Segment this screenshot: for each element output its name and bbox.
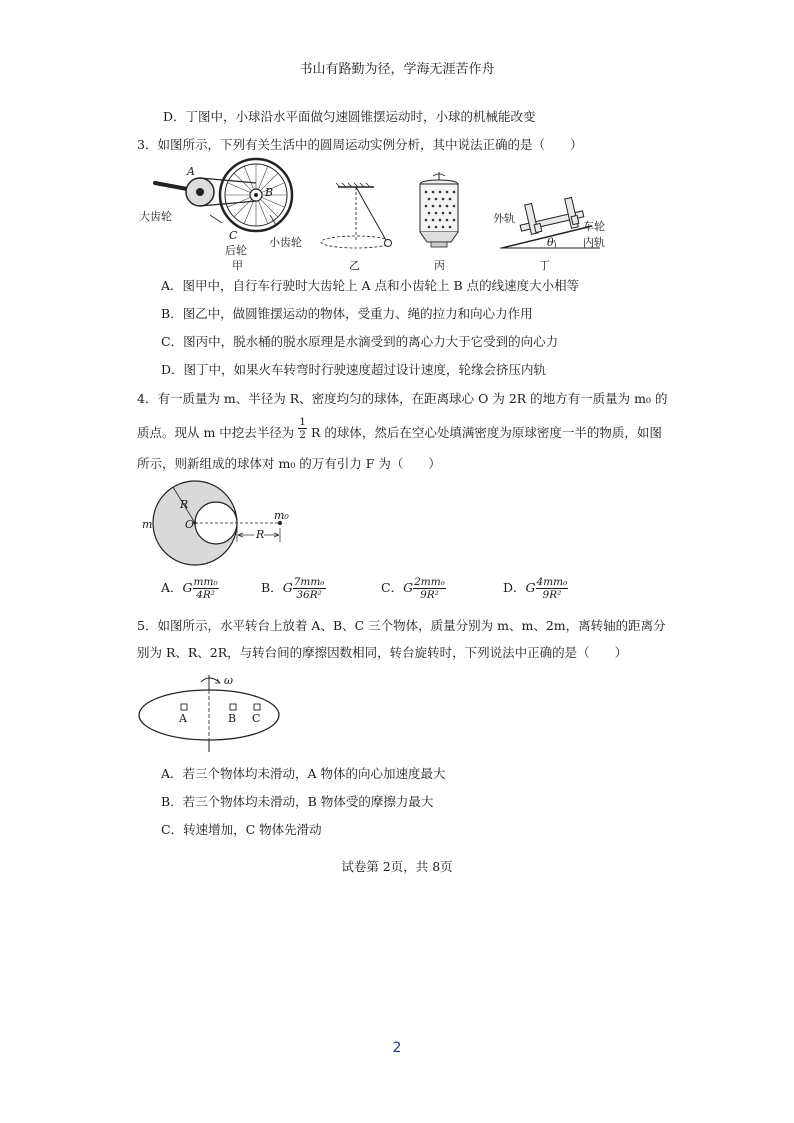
q3-option-c: C．图丙中，脱水桶的脱水原理是水滴受到的离心力大于它受到的向心力	[161, 334, 559, 349]
fig-label-block-a: A	[179, 712, 187, 725]
q5-option-a: A．若三个物体均未滑动，A 物体的向心加速度最大	[161, 766, 446, 781]
q4-option-a: A．G $\frac{\text{mm₀}}{\text{4R²}}$	[161, 576, 218, 601]
fig-label-inner-rail: 内轨	[583, 236, 605, 249]
q4-option-b: B．G $\frac{\text{7mm₀}}{\text{36R²}}$	[261, 576, 325, 601]
fig-label-m: m	[142, 518, 153, 531]
q3-stem: 3．如图所示，下列有关生活中的圆周运动实例分析，其中说法正确的是（ ）	[137, 137, 583, 152]
fig-label-o: O	[185, 518, 195, 531]
fig-label-ding: 丁	[539, 259, 550, 272]
q4-option-d: D．G $\frac{\text{4mm₀}}{\text{9R²}}$	[503, 576, 568, 601]
fig-label-rear-wheel: 后轮	[225, 244, 247, 257]
fig-label-wheel: 车轮	[583, 220, 605, 233]
q3-option-d: D．图丁中，如果火车转弯时行驶速度超过设计速度，轮缘会挤压内轨	[161, 362, 547, 377]
fig-label-r2: R	[256, 528, 265, 541]
turntable-figure	[137, 670, 287, 755]
hollowed-sphere-figure	[150, 478, 290, 570]
fig-label-c: C	[229, 229, 238, 242]
fig-label-b: B	[265, 186, 274, 199]
fig-label-theta: θ	[547, 236, 554, 249]
q4-line2-start: 质点。现从 m 中挖去半径为	[137, 425, 295, 440]
fig-label-yi: 乙	[349, 259, 360, 272]
q3-option-b: B．图乙中，做圆锥摆运动的物体，受重力、绳的拉力和向心力作用	[161, 306, 533, 321]
q4-option-c: C．G $\frac{\text{2mm₀}}{\text{9R²}}$	[381, 576, 445, 601]
fraction-one-half: $\frac{1}{2}$	[299, 416, 306, 441]
q4-line2-end: R 的球体，然后在空心处填满密度为原球密度一半的物质，如图	[310, 425, 662, 440]
q4-line3: 所示，则新组成的球体对 m₀ 的万有引力 F 为（ ）	[137, 456, 441, 471]
fig-label-block-b: B	[228, 712, 237, 725]
fig-label-a: A	[187, 165, 195, 178]
fig-label-jia: 甲	[232, 259, 243, 272]
q4-line1: 4．有一质量为 m、半径为 R、密度均匀的球体，在距离球心 O 为 2R 的地方有一质量为 m₀ 的	[137, 391, 668, 406]
q5-line2: 别为 R、R、2R，与转台间的摩擦因数相同，转台旋转时，下列说法中正确的是（ ）	[137, 645, 628, 660]
q5-option-b: B．若三个物体均未滑动，B 物体受的摩擦力最大	[161, 794, 434, 809]
fig-label-block-c: C	[252, 712, 261, 725]
fig-label-m0: m₀	[274, 509, 289, 522]
q3-option-a: A．图甲中，自行车行驶时大齿轮上 A 点和小齿轮上 B 点的线速度大小相等	[161, 278, 580, 293]
q4-line2	[137, 416, 662, 441]
fig-label-big-gear: 大齿轮	[139, 210, 172, 223]
conical-pendulum-figure	[318, 182, 398, 257]
q5-option-c: C．转速增加，C 物体先滑动	[161, 822, 322, 837]
q5-line1: 5．如图所示，水平转台上放着 A、B、C 三个物体，质量分别为 m、m、2m，离转轴的距离分	[137, 618, 666, 633]
page-number: 2	[392, 1040, 402, 1056]
fig-label-omega: ω	[224, 674, 233, 687]
page-header: 书山有路勤为径，学海无涯苦作舟	[299, 62, 495, 77]
fig-label-bing: 丙	[434, 259, 445, 272]
fig-label-small-gear: 小齿轮	[269, 236, 302, 249]
fig-label-r: R	[180, 498, 189, 511]
spin-dryer-figure	[417, 170, 467, 255]
page-footer: 试卷第 2页，共 8页	[341, 859, 453, 874]
q2-option-d: D．丁图中，小球沿水平面做匀速圆锥摆运动时，小球的机械能改变	[163, 109, 536, 124]
fig-label-outer-rail: 外轨	[493, 212, 515, 225]
